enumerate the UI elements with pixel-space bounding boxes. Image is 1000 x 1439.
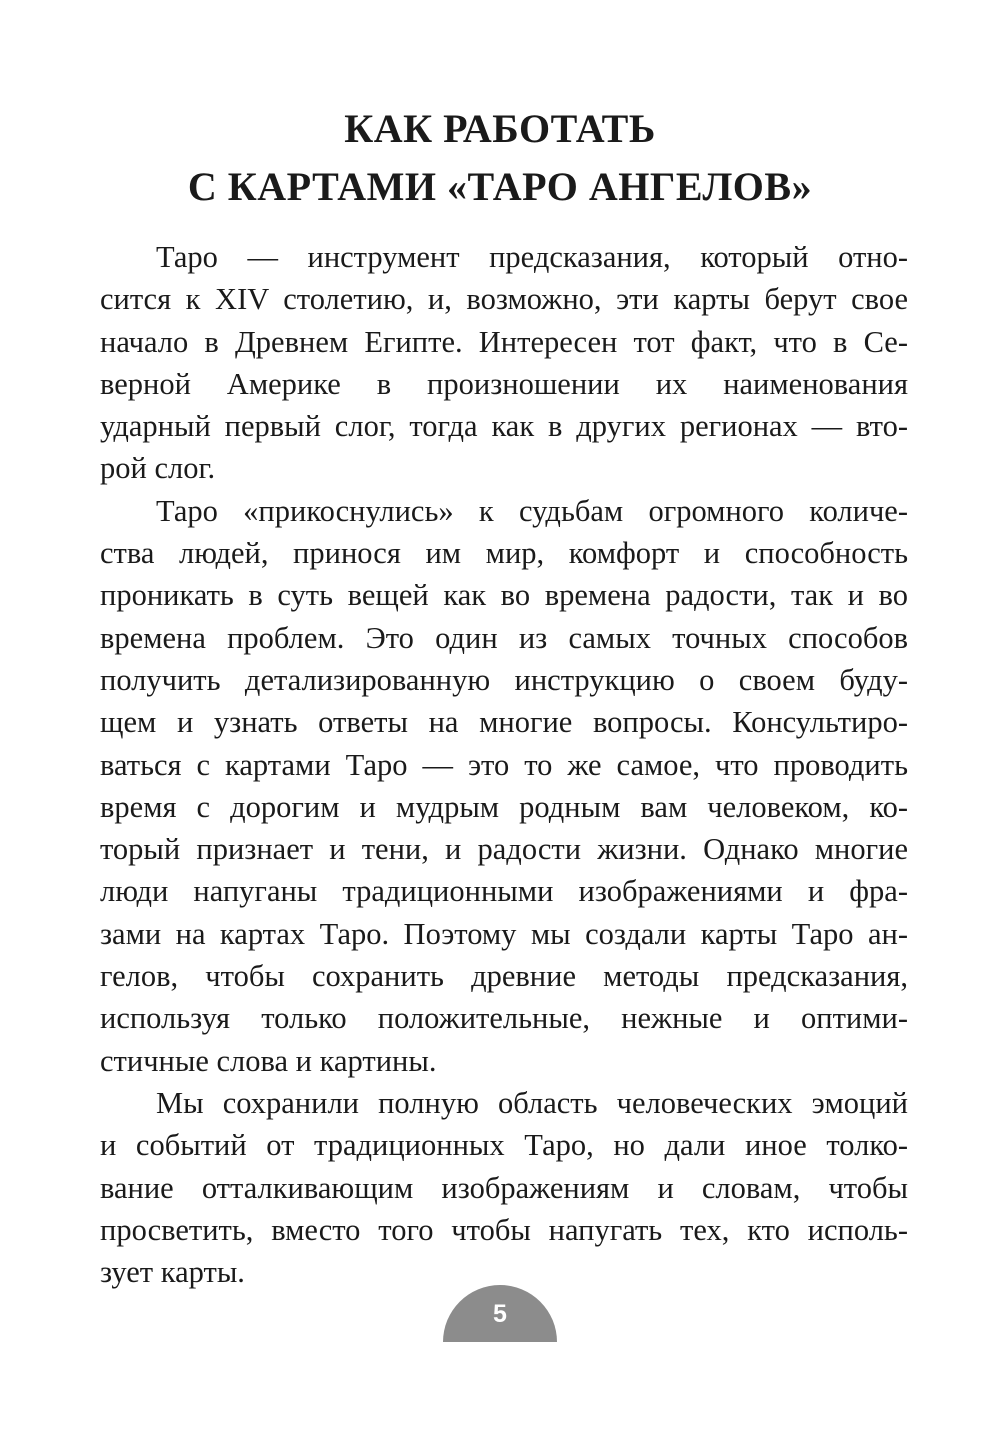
text-line: сится к XIV столетию, и, возможно, эти карты берут свое [100,282,908,317]
text-line: щем и узнать ответы на многие вопросы. Консультиро- [100,705,908,740]
text-line: зами на картах Таро. Поэтому мы создали карты Таро ан- [100,916,908,951]
text-line: Мы сохранили полную область человеческих эмоций [156,1085,908,1120]
page-number: 5 [493,1300,507,1328]
text-line: ваться с картами Таро — это то же самое, что проводить [100,747,908,782]
text-line: время с дорогим и мудрым родным вам человеком, ко- [100,789,908,824]
paragraph [100,1082,908,1293]
text-line: используя только положительные, нежные и оптими- [100,1001,908,1036]
text-line: ударный первый слог, тогда как в других регионах — вто- [100,409,908,444]
text-line: Таро — инструмент предсказания, который отно- [156,240,908,274]
chapter-title-line: КАК РАБОТАТЬ [344,106,656,151]
text-line: ства людей, принося им мир, комфорт и способность [100,536,908,571]
paragraph [100,490,908,1082]
text-line: рой слог. [100,451,216,486]
text-line: гелов, чтобы сохранить древние методы предсказания, [100,959,908,994]
body-text [100,236,908,1293]
page-number-tab [443,1285,557,1342]
paragraph [100,236,908,490]
text-line: и событий от традиционных Таро, но дали иное толко- [100,1128,908,1163]
text-line: верной Америке в произношении их наименования [100,366,908,401]
text-line: Таро «прикоснулись» к судьбам огромного количе- [156,493,908,528]
chapter-title-line: С КАРТАМИ «ТАРО АНГЕЛОВ» [187,164,813,209]
text-line: времена проблем. Это один из самых точных способов [100,620,908,655]
text-line: просветить, вместо того чтобы напугать тех, кто исполь- [100,1212,908,1247]
chapter-title [0,100,1000,216]
text-line: зует карты. [100,1255,245,1290]
text-line: получить детализированную инструкцию о своем буду- [100,662,908,697]
text-line: начало в Древнем Египте. Интересен тот факт, что в Се- [100,324,908,359]
text-line: проникать в суть вещей как во времена радости, так и во [100,578,908,613]
text-line: вание отталкивающим изображениям и словам, чтобы [100,1170,908,1205]
text-line: стичные слова и картины. [100,1043,437,1078]
text-line: торый признает и тени, и радости жизни. Однако многие [100,832,908,867]
text-line: люди напуганы традиционными изображениями и фра- [100,874,908,909]
